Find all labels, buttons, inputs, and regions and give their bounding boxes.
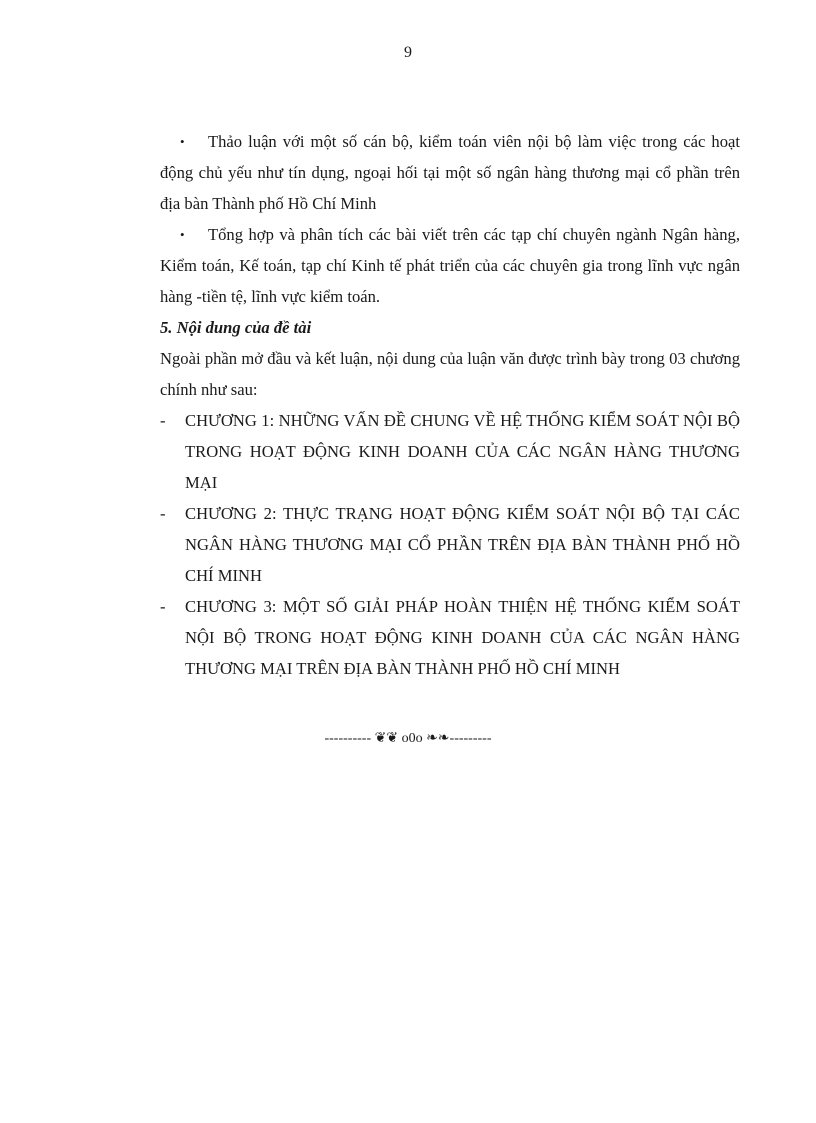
dash-marker: - <box>160 504 166 523</box>
bullet-text: Thảo luận với một số cán bộ, kiểm toán viên nội bộ làm việc trong các hoạt động chủ yếu như tín dụng, ngoại hối tại một số ngân hàng thương mại cổ phần trên địa bàn Thành phố Hồ Chí Minh <box>160 132 740 213</box>
page-number: 9 <box>404 44 412 61</box>
chapter-item-3 <box>160 591 740 684</box>
chapter-item-1 <box>160 405 740 498</box>
chapter-text: CHƯƠNG 1: NHỮNG VẤN ĐỀ CHUNG VỀ HỆ THỐNG KIỂM SOÁT NỘI BỘ TRONG HOẠT ĐỘNG KINH DOANH CỦA CÁC NGÂN HÀNG THƯƠNG MẠI <box>185 411 740 492</box>
chapter-text: CHƯƠNG 3: MỘT SỐ GIẢI PHÁP HOÀN THIỆN HỆ THỐNG KIỂM SOÁT NỘI BỘ TRONG HOẠT ĐỘNG KINH DOANH CỦA CÁC NGÂN HÀNG THƯƠNG MẠI TRÊN ĐỊA BÀN THÀNH PHỐ HỒ CHÍ MINH <box>185 597 740 678</box>
bullet-item-discussion <box>160 126 740 219</box>
dash-marker: - <box>160 411 166 430</box>
dash-marker: - <box>160 597 166 616</box>
bullet-item-analysis <box>160 219 740 312</box>
section-heading: 5. Nội dung của đề tài <box>160 318 312 337</box>
document-body <box>160 126 740 684</box>
section-intro: Ngoài phần mở đầu và kết luận, nội dung của luận văn được trình bày trong 03 chương chính như sau: <box>160 349 740 399</box>
bullet-icon: • <box>180 134 185 149</box>
ornamental-separator: ---------- ❦❦ o0o ❧❧--------- <box>324 731 492 746</box>
bullet-text: Tổng hợp và phân tích các bài viết trên các tạp chí chuyên ngành Ngân hàng, Kiểm toán, Kế toán, tạp chí Kinh tế phát triển của các chuyên gia trong lĩnh vực ngân hàng -tiền tệ, lĩnh vực kiểm toán. <box>160 225 740 306</box>
chapter-text: CHƯƠNG 2: THỰC TRẠNG HOẠT ĐỘNG KIỂM SOÁT NỘI BỘ TẠI CÁC NGÂN HÀNG THƯƠNG MẠI CỔ PHẦN TRÊN ĐỊA BÀN THÀNH PHỐ HỒ CHÍ MINH <box>185 504 740 585</box>
bullet-icon: • <box>180 227 185 242</box>
chapter-item-2 <box>160 498 740 591</box>
